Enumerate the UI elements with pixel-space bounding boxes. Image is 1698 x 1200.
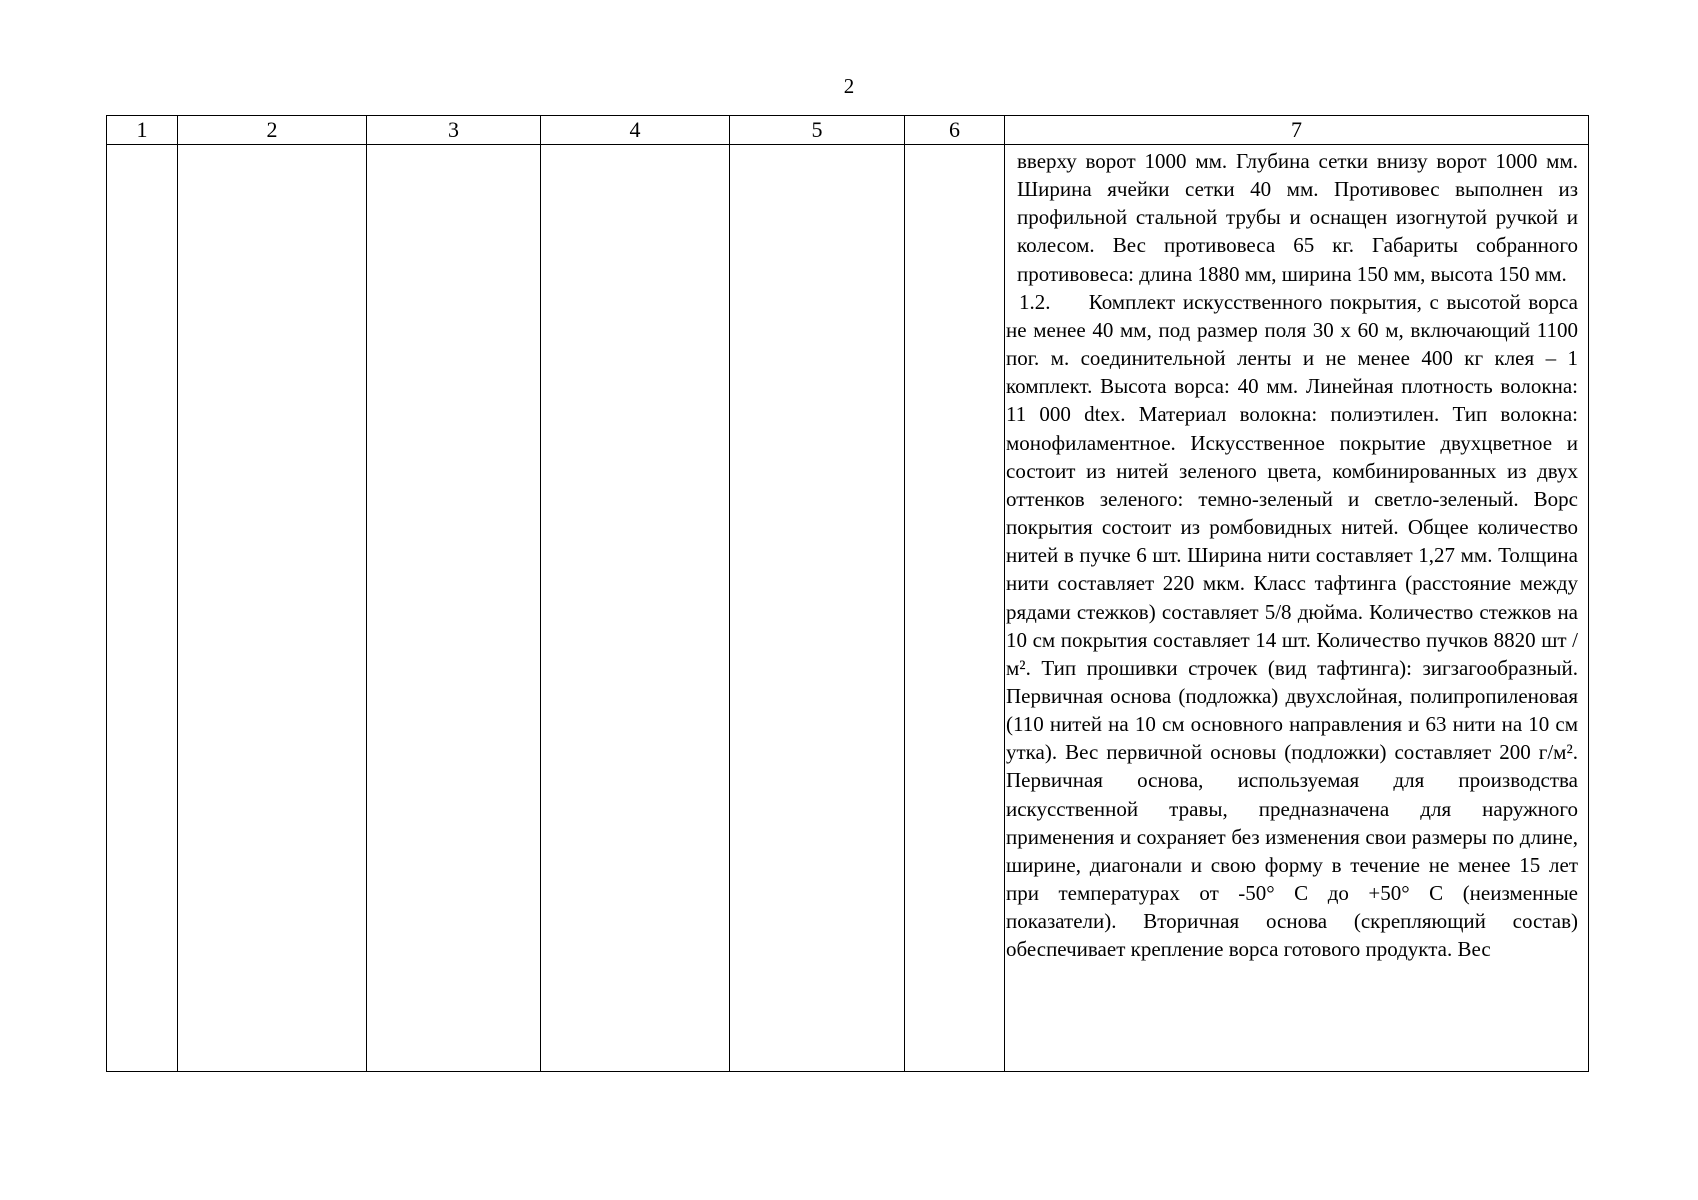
cell-col-2 bbox=[178, 145, 367, 1072]
cell-col-4 bbox=[541, 145, 730, 1072]
cell-col-1 bbox=[107, 145, 178, 1072]
table-row bbox=[107, 145, 1589, 1072]
column-header-6: 6 bbox=[905, 116, 1005, 145]
description-text bbox=[1005, 145, 1588, 964]
description-paragraph-1: вверху ворот 1000 мм. Глубина сетки внизу ворот 1000 мм. Ширина ячейки сетки 40 мм. Противовес выполнен из профильной стальной трубы и оснащен изогнутой ручкой и колесом. Вес противовеса 65 кг. Габариты собранного противовеса: длина 1880 мм, ширина 150 мм, высота 150 мм. bbox=[1017, 149, 1578, 286]
column-header-4: 4 bbox=[541, 116, 730, 145]
cell-col-6 bbox=[905, 145, 1005, 1072]
column-header-7: 7 bbox=[1005, 116, 1589, 145]
cell-col-7 bbox=[1005, 145, 1589, 1072]
column-header-1: 1 bbox=[107, 116, 178, 145]
column-header-3: 3 bbox=[367, 116, 541, 145]
page-number: 2 bbox=[843, 74, 855, 98]
item-description: Комплект искусственного покрытия, с высотой ворса не менее 40 мм, под размер поля 30 х 60 м, включающий 1100 пог. м. соединительной ленты и не менее 400 кг клея – 1 комплект. Высота ворса: 40 мм. Линейная плотность волокна: 11 000 dtex. Материал волокна: полиэтилен. Тип волокна: монофиламентное. Искусственное покрытие двухцветное и состоит из нитей зеленого цвета, комбинированных из двух оттенков зеленого: темно-зеленый и светло-зеленый. Ворс покрытия состоит из ромбовидных нитей. Общее количество нитей в пучке 6 шт. Ширина нити составляет 1,27 мм. Толщина нити составляет 220 мкм. Класс тафтинга (расстояние между рядами стежков) составляет 5/8 дюйма. Количество стежков на 10 см покрытия составляет 14 шт. Количество пучков 8820 шт /м². Тип прошивки строчек (вид тафтинга): зигзагообразный. Первичная основа (подложка) двухслойная, полипропиленовая (110 нитей на 10 см основного направления и 63 нити на 10 см утка). Вес первичной основы (подложки) составляет 200 г/м². Первичная основа, используемая для производства искусственной травы, предназначена для наружного применения и сохраняет без изменения свои размеры по длине, ширине, диагонали и свою форму в течение не менее 15 лет при температурах от -50° С до +50° С (неизменные показатели). Вторичная основа (скрепляющий состав) обеспечивает крепление ворса готового продукта. Вес bbox=[1006, 289, 1578, 962]
header-row bbox=[107, 116, 1589, 145]
description-paragraph-2 bbox=[1006, 288, 1578, 964]
cell-col-5 bbox=[730, 145, 905, 1072]
cell-col-3 bbox=[367, 145, 541, 1072]
column-header-2: 2 bbox=[178, 116, 367, 145]
item-number: 1.2. bbox=[1019, 289, 1051, 314]
column-header-5: 5 bbox=[730, 116, 905, 145]
specification-table bbox=[106, 115, 1589, 1072]
